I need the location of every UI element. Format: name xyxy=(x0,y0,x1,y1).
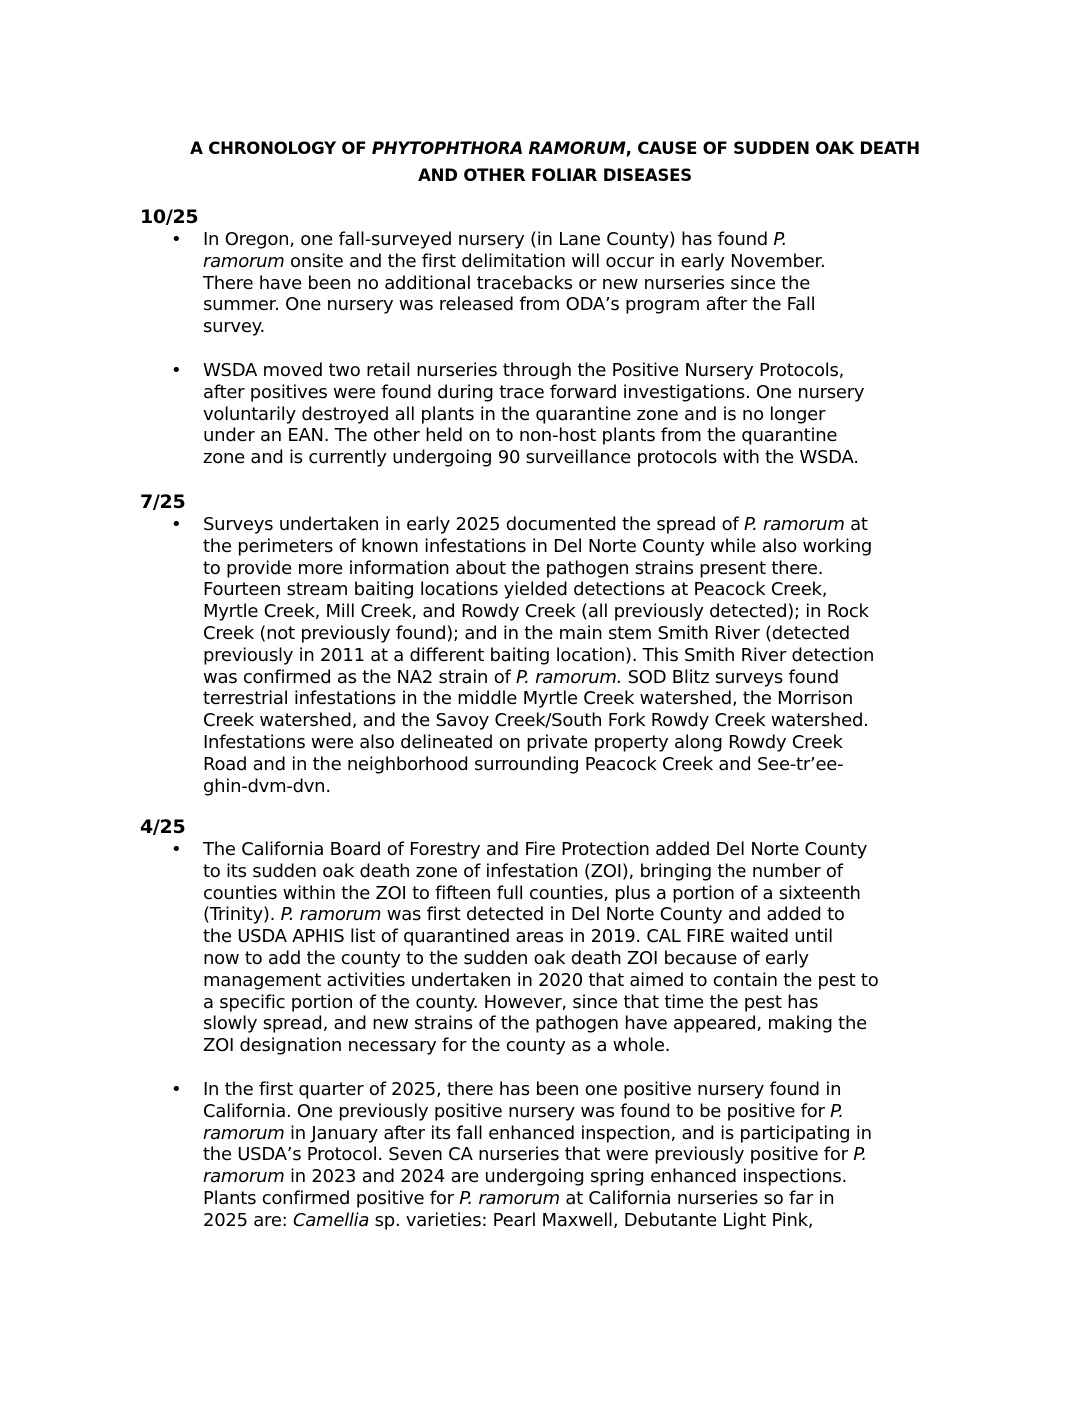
bullet-text-line: now to add the county to the sudden oak death ZOI because of early xyxy=(203,947,809,969)
bullet-text-line: the USDA’s Protocol. Seven CA nurseries that were previously positive for P. xyxy=(203,1144,867,1166)
bullet-text-line: Fourteen stream baiting locations yielded detections at Peacock Creek, xyxy=(203,579,828,601)
bullet-item xyxy=(171,839,980,1057)
bullet-text-line: summer. One nursery was released from ODA’s program after the Fall xyxy=(203,294,816,316)
title-line: A CHRONOLOGY OF PHYTOPHTHORA RAMORUM, CAUSE OF SUDDEN OAK DEATH xyxy=(190,139,920,158)
bullet-text-line: California. One previously positive nursery was found to be positive for P. xyxy=(203,1100,844,1122)
bullet-text-line: Surveys undertaken in early 2025 documented the spread of P. ramorum at xyxy=(203,514,868,535)
bullet-text-line: slowly spread, and new strains of the pathogen have appeared, making the xyxy=(203,1013,867,1035)
bullet-text-line: Infestations were also delineated on private property along Rowdy Creek xyxy=(203,731,843,753)
title-line: AND OTHER FOLIAR DISEASES xyxy=(418,165,692,185)
chronology-section xyxy=(140,490,980,797)
bullet-icon: • xyxy=(171,359,182,381)
bullet-icon: • xyxy=(171,514,182,535)
bullet-text-line: terrestrial infestations in the middle Myrtle Creek watershed, the Morrison xyxy=(203,688,853,710)
bullet-text-line: Myrtle Creek, Mill Creek, and Rowdy Creek (all previously detected); in Rock xyxy=(203,601,869,623)
bullet-text-line: The California Board of Forestry and Fire Protection added Del Norte County xyxy=(203,839,868,860)
bullet-text-line: a specific portion of the county. However, since that time the pest has xyxy=(203,991,819,1013)
document-title xyxy=(100,136,1010,189)
bullet-text-line: Plants confirmed positive for P. ramorum at California nurseries so far in xyxy=(203,1187,835,1209)
chronology-section xyxy=(140,205,980,469)
paragraph-gap xyxy=(140,1057,980,1079)
bullet-text-line: Creek watershed, and the Savoy Creek/South Fork Rowdy Creek watershed. xyxy=(203,710,869,732)
section-date-heading: 4/25 xyxy=(140,816,186,838)
bullet-text-line: was confirmed as the NA2 strain of P. ramorum. SOD Blitz surveys found xyxy=(203,666,839,688)
section-date-heading: 7/25 xyxy=(140,491,186,513)
bullet-text-line: zone and is currently undergoing 90 surveillance protocols with the WSDA. xyxy=(203,447,859,469)
bullet-text-line: 2025 are: Camellia sp. varieties: Pearl Maxwell, Debutante Light Pink, xyxy=(203,1209,814,1231)
bullet-text-line: to its sudden oak death zone of infestation (ZOI), bringing the number of xyxy=(203,860,843,882)
bullet-item xyxy=(171,514,980,797)
bullet-text-line: ghin-dvm-dvn. xyxy=(203,775,331,797)
bullet-text-line: under an EAN. The other held on to non-host plants from the quarantine xyxy=(203,425,838,447)
bullet-icon: • xyxy=(171,839,182,860)
bullet-text-line: previously in 2011 at a different baiting location). This Smith River detection xyxy=(203,644,875,666)
bullet-item xyxy=(171,229,980,338)
bullet-text-line: management activities undertaken in 2020 that aimed to contain the pest to xyxy=(203,969,879,991)
bullet-text-line: counties within the ZOI to fifteen full counties, plus a portion of a sixteenth xyxy=(203,882,861,904)
bullet-item xyxy=(171,1078,980,1232)
bullet-icon: • xyxy=(171,1078,182,1100)
bullet-text-line: Creek (not previously found); and in the main stem Smith River (detected xyxy=(203,622,850,644)
bullet-text-line: after positives were found during trace forward investigations. One nursery xyxy=(203,381,865,403)
chronology-section xyxy=(140,815,980,1232)
bullet-text-line: (Trinity). P. ramorum was first detected in Del Norte County and added to xyxy=(203,904,845,926)
bullet-item xyxy=(171,359,980,469)
bullet-text-line: ZOI designation necessary for the county as a whole. xyxy=(203,1035,671,1057)
bullet-text-line: the perimeters of known infestations in Del Norte County while also working xyxy=(203,535,873,557)
bullet-icon: • xyxy=(171,229,182,250)
bullet-text-line: the USDA APHIS list of quarantined areas in 2019. CAL FIRE waited until xyxy=(203,926,833,948)
bullet-text-line: There have been no additional tracebacks or new nurseries since the xyxy=(203,272,811,294)
section-date-heading: 10/25 xyxy=(140,206,199,228)
bullet-text-line: voluntarily destroyed all plants in the quarantine zone and is no longer xyxy=(203,403,826,425)
bullet-text-line: ramorum in 2023 and 2024 are undergoing spring enhanced inspections. xyxy=(203,1166,848,1188)
bullet-text-line: ramorum in January after its fall enhanced inspection, and is participating in xyxy=(203,1122,872,1144)
bullet-text-line: survey. xyxy=(203,316,265,338)
paragraph-gap xyxy=(140,338,980,360)
bullet-text-line: ramorum onsite and the first delimitation will occur in early November. xyxy=(203,250,826,272)
bullet-text-line: In Oregon, one fall-surveyed nursery (in Lane County) has found P. xyxy=(203,229,788,250)
bullet-text-line: WSDA moved two retail nurseries through the Positive Nursery Protocols, xyxy=(203,359,845,381)
bullet-text-line: Road and in the neighborhood surrounding Peacock Creek and See-tr’ee- xyxy=(203,753,844,775)
bullet-text-line: In the first quarter of 2025, there has been one positive nursery found in xyxy=(203,1078,842,1100)
bullet-text-line: to provide more information about the pathogen strains present there. xyxy=(203,557,824,579)
